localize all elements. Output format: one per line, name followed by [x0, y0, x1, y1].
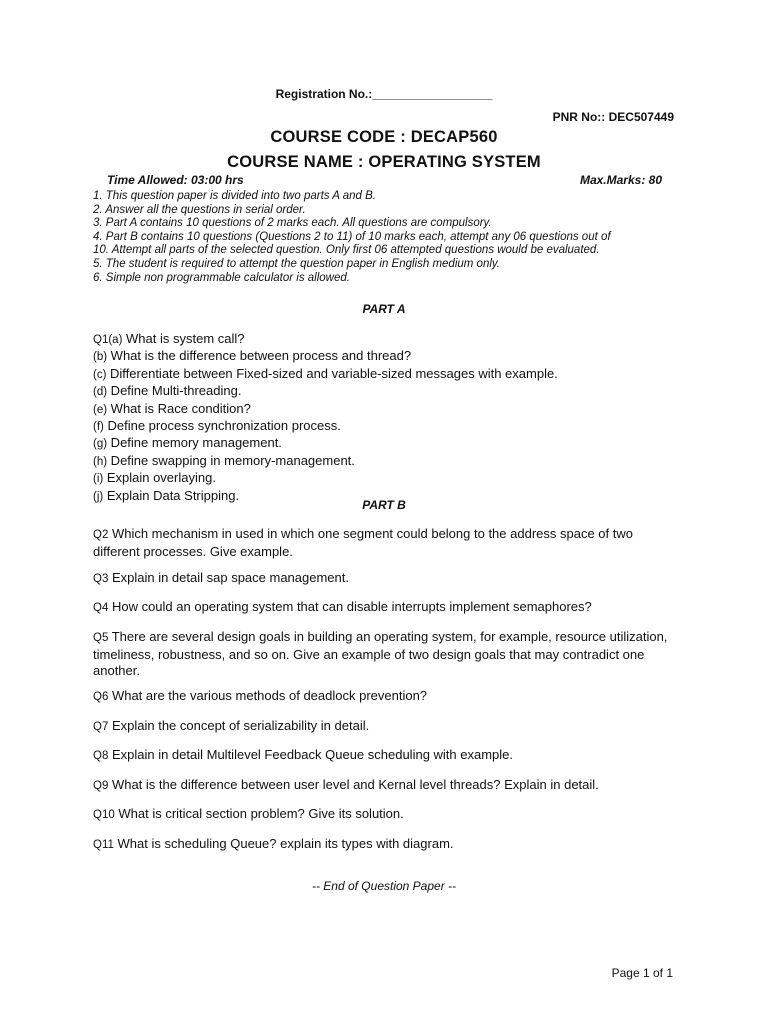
question-text: Define Multi-threading.: [107, 383, 242, 399]
question-text: Explain overlaying.: [103, 470, 216, 486]
question-text: Explain the concept of serializability in detail.: [108, 718, 370, 733]
question-label: (c): [93, 368, 107, 381]
question-text: Define process synchronization process.: [103, 418, 341, 434]
question-item: [93, 383, 558, 400]
question-label: (d): [93, 386, 108, 399]
time-allowed: Time Allowed: 03:00 hrs: [107, 173, 244, 187]
question-text: Define swapping in memory-management.: [107, 452, 355, 468]
question-label: Q9: [93, 780, 109, 792]
question-item: [93, 435, 558, 452]
page-number: Page 1 of 1: [611, 966, 673, 980]
question-text: What is critical section problem? Give its solution.: [114, 806, 404, 821]
question-label: (f): [93, 421, 104, 434]
question-q5: [93, 629, 673, 678]
course-code: COURSE CODE : DECAP560: [270, 128, 498, 146]
question-q9: [93, 777, 673, 795]
instruction-line: 10. Attempt all parts of the selected question. Only first 06 attempted questions would be evaluated.: [93, 244, 600, 257]
question-label: Q5: [93, 632, 109, 644]
question-q8: [93, 747, 673, 765]
instruction-line: 1. This question paper is divided into two parts A and B.: [93, 190, 376, 202]
max-marks: Max.Marks: 80: [579, 173, 662, 187]
question-q10: [93, 806, 673, 824]
question-label: Q11: [93, 839, 114, 851]
question-item: [93, 470, 558, 487]
question-item: [93, 418, 558, 435]
instruction-line: 3. Part A contains 10 questions of 2 marks each. All questions are compulsory.: [93, 217, 492, 230]
question-text: Differentiate between Fixed-sized and variable-sized messages with example.: [106, 365, 558, 381]
question-label: (g): [93, 438, 108, 451]
registration-number: Registration No.:__________________: [275, 87, 493, 101]
question-item: [93, 331, 558, 348]
course-name: COURSE NAME : OPERATING SYSTEM: [227, 153, 541, 171]
question-q2: [93, 526, 673, 560]
question-label: Q10: [93, 809, 115, 821]
question-text: Explain in detail Multilevel Feedback Queue scheduling with example.: [108, 747, 514, 762]
question-text: What is system call?: [122, 331, 245, 346]
question-q4: [93, 599, 673, 617]
question-label: (j): [93, 490, 104, 503]
question-q6: [93, 688, 673, 706]
question-text: Which mechanism in used in which one segment could belong to the address space of two different processes. Give example.: [93, 526, 633, 559]
question-item: [93, 453, 558, 470]
question-label: Q3: [93, 573, 109, 585]
instruction-line: 4. Part B contains 10 questions (Questions 2 to 11) of 10 marks each, attempt any 06 questions out of: [93, 230, 611, 243]
question-label: Q2: [93, 529, 109, 541]
question-q7: [93, 718, 673, 736]
question-item: [93, 348, 558, 365]
question-text: Define memory management.: [107, 435, 282, 451]
part-a-heading: PART A: [362, 302, 406, 316]
question-label: Q6: [93, 691, 109, 703]
question-q11: [93, 836, 673, 854]
part-a-questions: [93, 331, 558, 505]
question-text: How could an operating system that can disable interrupts implement semaphores?: [108, 599, 592, 614]
question-text: Explain in detail sap space management.: [108, 570, 349, 585]
question-text: There are several design goals in building an operating system, for example, resource utilization, timeliness, robustness, and so on. Give an example of two design goals that may contradict one another.: [93, 629, 668, 678]
question-label: Q1(a): [93, 334, 123, 346]
question-text: What is the difference between user level and Kernal level threads? Explain in detail.: [108, 777, 599, 792]
question-item: [93, 366, 558, 383]
question-label: (i): [93, 473, 104, 486]
question-label: (b): [93, 351, 108, 364]
question-text: What is the difference between process and thread?: [107, 348, 412, 364]
question-label: (h): [93, 455, 108, 468]
question-text: What are the various methods of deadlock prevention?: [108, 688, 428, 703]
question-label: Q4: [93, 602, 109, 614]
question-text: Explain Data Stripping.: [103, 487, 240, 503]
question-label: Q7: [93, 721, 109, 733]
question-q3: [93, 570, 673, 588]
part-b-heading: PART B: [362, 498, 406, 512]
question-label: (e): [93, 403, 108, 416]
question-item: [93, 401, 558, 418]
instructions-block: [93, 190, 683, 285]
instruction-line: 5. The student is required to attempt the question paper in English medium only.: [93, 257, 500, 270]
instruction-line: 6. Simple non programmable calculator is allowed.: [93, 271, 350, 284]
instruction-line: 2. Answer all the questions in serial order.: [93, 203, 306, 216]
end-of-paper: -- End of Question Paper --: [311, 879, 457, 893]
question-text: What is scheduling Queue? explain its types with diagram.: [113, 836, 454, 851]
question-label: Q8: [93, 750, 109, 762]
pnr-number: PNR No:: DEC507449: [552, 110, 674, 124]
question-text: What is Race condition?: [107, 400, 251, 416]
